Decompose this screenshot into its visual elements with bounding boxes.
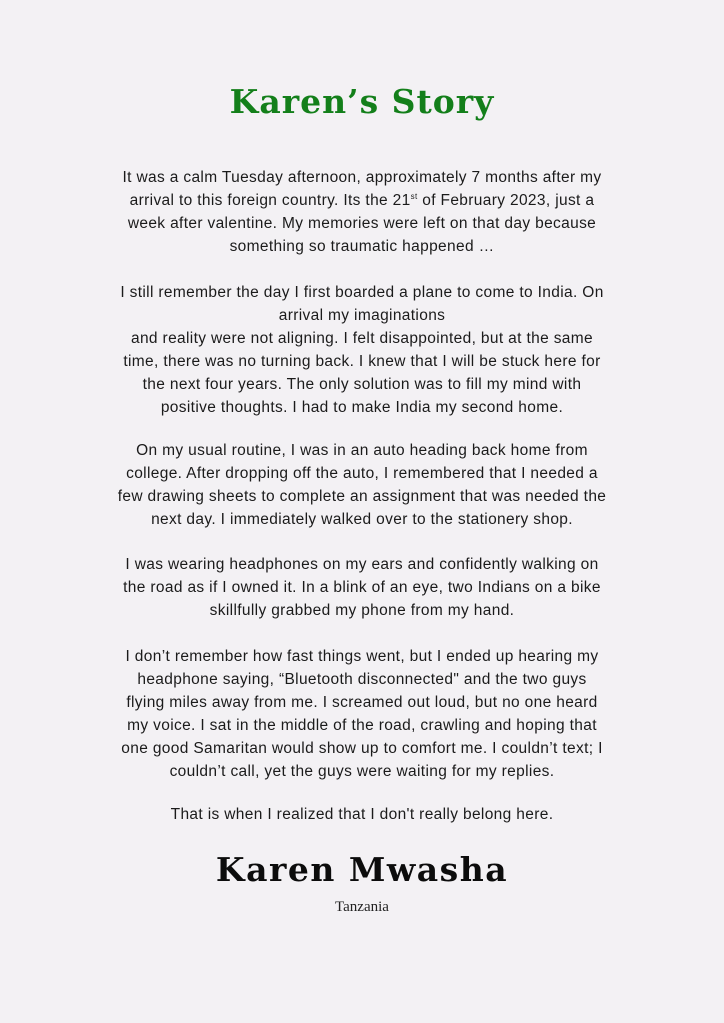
paragraph-line: the road as if I owned it. In a blink of an eye, two Indians on a bike <box>123 579 601 596</box>
paragraph-line: skillfully grabbed my phone from my hand. <box>209 602 515 619</box>
paragraph-line-with-date <box>60 189 664 212</box>
paragraph-line: something so traumatic happened … <box>229 238 495 255</box>
paragraph-1 <box>60 166 664 258</box>
paragraph-line: That is when I realized that I don't really belong here. <box>170 806 554 823</box>
author-name: Karen Mwasha <box>215 850 509 889</box>
paragraph-2 <box>60 281 664 419</box>
date-text-after: of February 2023, just a <box>417 192 595 209</box>
paragraph-line: I was wearing headphones on my ears and confidently walking on <box>125 556 599 573</box>
paragraph-line: time, there was no turning back. I knew that I will be stuck here for <box>123 353 601 370</box>
paragraph-line: It was a calm Tuesday afternoon, approximately 7 months after my <box>122 169 602 186</box>
author-country: Tanzania <box>335 899 389 915</box>
paragraph-line: On my usual routine, I was in an auto heading back home from <box>136 442 588 459</box>
paragraph-line: flying miles away from me. I screamed out loud, but no one heard <box>126 694 598 711</box>
paragraph-3 <box>60 439 664 531</box>
paragraph-line: one good Samaritan would show up to comfort me. I couldn’t text; I <box>121 740 603 757</box>
paragraph-line: headphone saying, “Bluetooth disconnected" and the two guys <box>137 671 587 688</box>
paragraph-line: I still remember the day I first boarded a plane to come to India. On <box>120 284 604 301</box>
paragraph-line: and reality were not aligning. I felt disappointed, but at the same <box>130 330 594 347</box>
ordinal-suffix: st <box>410 192 418 201</box>
paragraph-6-conclusion <box>60 803 664 826</box>
paragraph-line: positive thoughts. I had to make India my second home. <box>160 399 564 416</box>
story-title: Karen’s Story <box>229 82 495 121</box>
date-text-before: arrival to this foreign country. Its the 21 <box>129 192 411 209</box>
paragraph-line: the next four years. The only solution was to fill my mind with <box>142 376 582 393</box>
paragraph-line: week after valentine. My memories were left on that day because <box>127 215 597 232</box>
paragraph-line: arrival my imaginations <box>278 307 446 324</box>
paragraph-line: my voice. I sat in the middle of the road, crawling and hoping that <box>127 717 597 734</box>
paragraph-5 <box>60 645 664 783</box>
paragraph-line: I don’t remember how fast things went, but I ended up hearing my <box>125 648 599 665</box>
paragraph-line: next day. I immediately walked over to the stationery shop. <box>151 511 573 528</box>
paragraph-line: couldn’t call, yet the guys were waiting for my replies. <box>169 763 555 780</box>
paragraph-line: college. After dropping off the auto, I remembered that I needed a <box>126 465 598 482</box>
paragraph-line: few drawing sheets to complete an assignment that was needed the <box>117 488 607 505</box>
paragraph-4 <box>60 553 664 622</box>
